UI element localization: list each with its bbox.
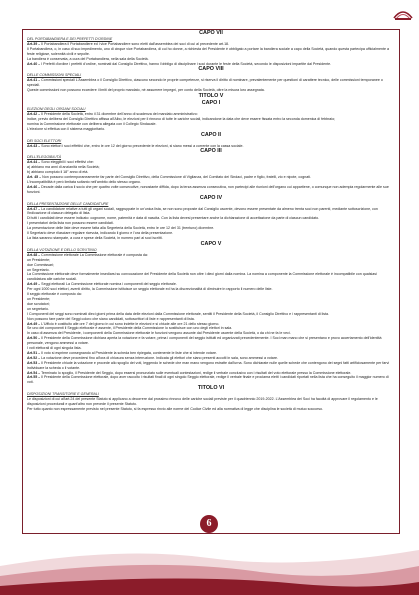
section-heading: CAPO IV <box>199 194 223 201</box>
section-heading: CAPO III <box>200 148 222 155</box>
article-number: Art.55 – <box>27 375 41 380</box>
article-number: Art. 45 – <box>27 175 42 180</box>
paragraph: L'elezione si effettua con il sistema maggioritario. <box>27 126 106 131</box>
paragraph: I presentatori della lista non possono essere candidati. <box>27 221 114 226</box>
paragraph: Le disposizioni di cui all'art.24 del presente Statuto si applicano a decorrere dal prossimo rinnovo delle cariche sociali previste per il quadriennio 2019-2022. L'Assemblea dei Soci ha facoltà di approvare il regolamento e le disposizioni procedurali e quant'altro non prevede il presente Statuto. <box>27 397 378 407</box>
paragraph: Art.39 – Il Portabandiera il Portabandiere ed i vice Portabandiere sono eletti dall'assemblea dei soci di cui al precedente art.18. <box>27 41 230 46</box>
page-number-badge: 6 <box>200 515 218 533</box>
paragraph: Art.55 – Il Presidente della Commissione elettorale, dopo aver raccolto i risultati finali di ogni singolo Seggio elettorale, redige il verbale finale e proclama eletti i candidati riportati nella lista che ha conseguito il maggior numero di voti. <box>27 375 389 385</box>
article-number: Art.41 – <box>27 78 41 83</box>
paragraph: Art.53 – Il Presidente chiude la votazione e procede allo spoglio dei voti, leggendo le schede che man mano vengono estratte dall'urna. Sono dichiarate nulle quelle schede che contengono dei segni fatti artificiosamente per farvi individuare la scheda o il votante. <box>27 360 390 370</box>
statute-document-frame <box>22 29 400 534</box>
paragraph: nomina la Commissione elettorale con delibera allegata con il Collegio Sindacale. <box>27 121 157 126</box>
paragraph: Art.52 – La votazione deve procedersi fino all'ora di chiusura senza interruzione. Indicata gli elettori che siano presenti accolti in sala, sono ammessi a votare. <box>27 355 278 360</box>
paragraph: Non possono fare parte del Seggi coloro che siano candidati, sottoscrittori di liste e rappresentanti di lista. <box>27 316 195 321</box>
paragraph: Art.54 – Terminato lo spoglio, il Presidente del Seggio, dopo essersi pronunziato sulle eventuali contestazioni, redige il verbale conclusivo con i risultati del voto elettorale presso la Commissione elettorale. <box>27 370 352 375</box>
paragraph: I voti elettorali di ogni singola lista. <box>27 346 82 351</box>
section-heading: CAPO I <box>201 100 221 107</box>
article-number: Art.48 – <box>27 252 41 257</box>
paragraph: un segretario. <box>27 306 49 311</box>
paragraph: Art.49 – L'Ufficio è costituito alle ore 7 del giorno in cui sono indette le elezioni e si chiude alle ore 21 dello stesso giorno. <box>27 321 220 326</box>
paragraph: Art.44 – Sono eleggibili i soci effettivi che: <box>27 160 94 165</box>
paragraph: Art.47 – La candidature relative a tutti gli organi sociali, raggruppate in un'unica lista, se non sono proposte dal Consiglio uscente, devono essere presentate da almeno trenta soci non parenti, mediante sottoscrizione, con l'indicazione di ciascun delegato di lista. <box>27 206 378 216</box>
article-number: Art.49 – <box>27 321 41 326</box>
article-number: Art.54 – <box>27 370 41 375</box>
paragraph: Per tutto quanto non espressamente previsto nel presente Statuto, si fa espresso rinvio alle norme del Codice Civile ed alla normativa di legge che disciplina le società di mutuo soccorso. <box>27 407 324 411</box>
paragraph: Art.41 – Commissioni speciali L'Assemblea o il Consiglio Direttivo, ciascuno secondo le proprie competenze, si riserva il diritto di nominare, prevalentemente per questioni di carattere tecnico, delle commissioni temporanee o speciali. <box>27 78 383 88</box>
paragraph: due Commissari; <box>27 262 54 267</box>
paragraph: Di tutti i candidati deve essere indicato: cognome, nome, paternità e data di nascita. Con la lista devesi presentare anche la dichiarazione di accettazione da parte di ciascun candidato. <box>27 216 320 221</box>
paragraph: Art. 45 – Non possono contemporaneamente far parte del Consiglio Direttivo, della Commissione di Vigilanza, del Comitato dei Sindaci, padre e figlio, fratelli, zio e nipote, cognati. <box>27 175 311 180</box>
statute-text-body <box>23 30 399 412</box>
article-number: Art.46 – <box>27 184 41 189</box>
paragraph: a) abbiano ma anni di anzianità nella Società; <box>27 165 100 170</box>
article-number: Art.44 – <box>27 160 41 165</box>
paragraph: Se uno dei componenti il Seggio elettorale è assente, il Presidente della Commissione lo sostituisce con uno degli elettori in sala. <box>27 326 233 331</box>
paragraph: La Commissione elettorale deve formalmente insediarsi su convocazione del Presidente della Società non oltre i dieci giorni dalla nomina. La nomina a componente la Commissione elettorale è incompatibile con qualsiasi candidatura alle cariche sociali. <box>27 272 377 282</box>
section-heading: CAPO V <box>200 240 222 247</box>
paragraph: Art.43 – Sono elettori i soci effettivi che, entro le ore 12 del giorno precedente le elezioni, si siano messi a corrente con la cassa sociale. <box>27 143 244 148</box>
paragraph: In caso di assenza del Presidente, i componenti della Commissione elettorale le funzioni vengono assunte dal Presidente uscente della Società, o da chi ne fa le veci. <box>27 331 291 336</box>
section-subtitle: ELEZIONI DEGLI ORGANI SOCIALI <box>27 107 86 112</box>
paragraph: Art.48 – Commissione elettorale La Commissione elettorale è composta da: <box>27 252 148 257</box>
article-number: Art.51 – <box>27 350 41 355</box>
paragraph: Art.49 – Seggi elettorali La Commissione elettorale nomina i componenti del seggio elettorale. <box>27 282 177 287</box>
paragraph: Art.42 – Il Presidente della Società, entro il 31 dicembre dell'anno di scadenza del mandato amministrativo: <box>27 111 198 116</box>
section-heading: CAPO VIII <box>198 66 224 73</box>
paragraph: Il seggio elettorale è composto da: <box>27 292 82 297</box>
article-number: Art.39 – <box>27 41 41 46</box>
society-logo-icon <box>392 4 414 22</box>
article-number: Art.49 – <box>27 282 41 287</box>
article-number: Art.50 – <box>27 336 41 341</box>
article-number: Art.52 – <box>27 355 41 360</box>
paragraph: un Presidente; <box>27 296 51 301</box>
paragraph: due scrutatori; <box>27 301 50 306</box>
paragraph: indice, previo delibera del Consiglio Direttivo affissa all'Albo, le elezioni per il rinnovo di tutte le cariche sociali, indicandone la data che deve essere fissata entro la seconda domenica di febbraio; <box>27 116 336 121</box>
paragraph: Per ogni 1000 soci elettori, aventi diritto, la Commissione istituisce un seggio elettorale ed ha la discrezionalità di diminuire in rapporto il numero delle liste. <box>27 287 273 292</box>
paragraph: Art.50 – Il Presidente della Commissione dichiara aperta la votazione e fa votare, prima i componenti del seggio istituiti ed organizzati precedentemente. I Soci man mano che si presentano e provo accertamento dell'identità personale, vengono ammessi a votare. <box>27 336 382 346</box>
section-subtitle: DEL PORTABANDIERA E DEI PREFETTI D'ORDINE <box>27 37 113 41</box>
paragraph: Art.40 – I Prefetti d'ordine i prefetti d'ordine, nominati dal Consiglio Direttivo, hanno l'obbligo di disciplinare i soci durante le feste della Società, secondo le disposizioni impartite dal Presidente. <box>27 61 332 66</box>
section-heading: CAPO II <box>200 131 222 138</box>
article-number: Art.47 – <box>27 206 41 211</box>
article-number: Art.43 – <box>27 143 41 148</box>
section-heading: TITOLO V <box>198 93 224 100</box>
paragraph: I Componenti del seggi sono nominati dieci giorni prima della data delle elezioni dalla Commissione elettorale, sentiti il Presidente della Società, il Consiglio Direttivo e i rappresentanti di lista. <box>27 311 330 316</box>
paragraph: un Segretario. <box>27 267 50 272</box>
paragraph: La lista saranno stampate, a cura e spese della Società, in numero pari ai soci iscritti. <box>27 236 163 240</box>
section-subtitle: DELL'ELEGGIBILITÀ <box>27 155 62 160</box>
paragraph: Il Segretario deve rilasciare regolare ricevuta, indicando il giorno e l'ora della presentazione. <box>27 231 174 236</box>
section-subtitle: DELLA VOTAZIONE E DELLO SCRUTINIO <box>27 247 97 252</box>
section-subtitle: DEI SOCI ELETTORI <box>27 138 62 143</box>
section-heading: CAPO VII <box>199 30 223 36</box>
paragraph: b) abbiano compiuto il 18° anno di età. <box>27 170 89 175</box>
footer-decoration <box>0 536 419 595</box>
paragraph: Queste commissioni non possono eccedere i limiti del proprio mandato, né assumere impegni, per conto della Società, oltre la misura loro assegnata. <box>27 88 265 93</box>
paragraph: La presentazione delle liste deve essere fatta alla Segreteria della Società, entro le ore 12 del 31 (trentuno) dicembre. <box>27 226 215 231</box>
paragraph: Art.51 – Il voto si esprime consegnando al Presidente la scheda ben ripiegata, contenente le liste che si intende votare. <box>27 350 217 355</box>
section-subtitle: DISPOSIZIONI TRANSITORIE E GENERALI <box>27 392 99 397</box>
section-subtitle: DELLE COMMISSIONI SPECIALI <box>27 73 82 78</box>
section-heading: TITOLO VI <box>197 385 225 392</box>
paragraph: L'incompatibilità è però limitata soltanto nell'ambito dello stesso organo. <box>27 179 141 184</box>
paragraph: un Presidente; <box>27 257 51 262</box>
article-number: Art.40 – <box>27 61 41 66</box>
article-number: Art.53 – <box>27 360 41 365</box>
paragraph: Art.46 – Decade dalla carica il socio che per quattro volte consecutive, nonostante diffida, dopo la terza assenza consecutiva, non partecipi alle riunioni dell'organo cui appartiene, o comunque non adempia regolarmente alle sue funzioni. <box>27 184 389 194</box>
article-number: Art.42 – <box>27 111 41 116</box>
section-subtitle: DELLA PRESENTAZIONE DELLE CANDIDATURE <box>27 201 109 206</box>
paragraph: Il Portabandiera, o, in caso di suo impedimento, uno di cinque vice Portabandiera, di cui ho donne, a richiesta del Presidente è obbligato a portare la bandiera sociale a capo della Società, quando questa partecipa ufficialmente a feste religiose, solennità civili e sepolte. <box>27 46 389 56</box>
paragraph: La bandiera è conservata, a cura del Portabandiera, nella sala della Società. <box>27 56 149 61</box>
